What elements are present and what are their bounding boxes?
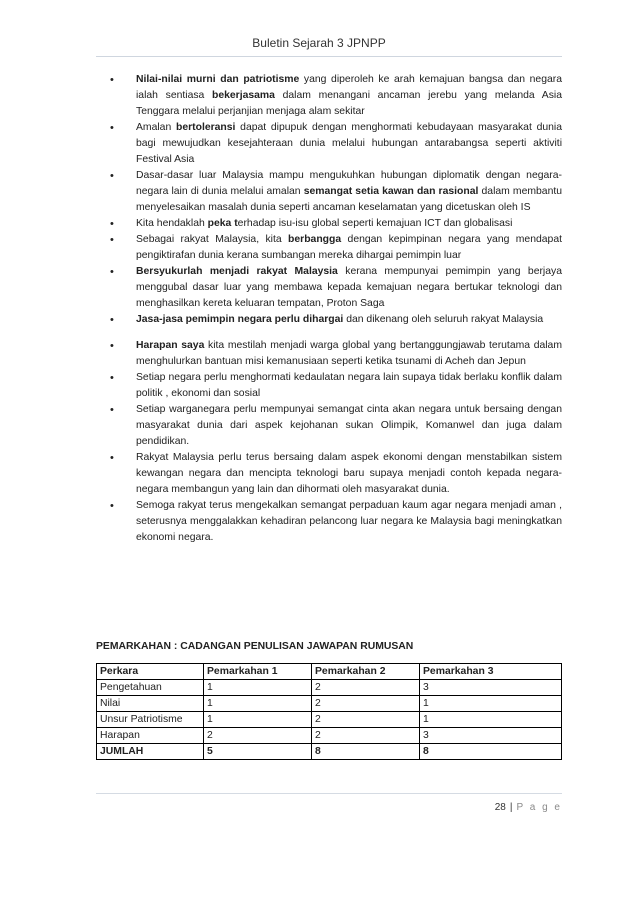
- text-segment: erhadap isu-isu global seperti kemajuan ICT dan globalisasi: [237, 218, 513, 229]
- bold-text: Jasa-jasa pemimpin negara perlu dihargai: [136, 314, 344, 325]
- text-segment: dengan kepimpinan negara yang mendapat pengiktirafan dunia kerana sumbangan mereka dihargai pemimpin luar: [136, 234, 562, 261]
- header-rule: [96, 56, 562, 57]
- bullet-item: [96, 450, 562, 498]
- bullet-item: [96, 168, 562, 216]
- text-segment: Semoga rakyat terus mengekalkan semangat perpaduan kaum agar negara menjadi aman , seterusnya menggalakkan kehadiran pelancong luar negara ke Malaysia bagi meningkatkan ekonomi negara.: [136, 500, 562, 543]
- bullet-item: [96, 370, 562, 402]
- table-row: [97, 696, 562, 712]
- bullet-item: [96, 402, 562, 450]
- total-cell: 5: [204, 744, 312, 760]
- header-cell: Pemarkahan 2: [312, 664, 420, 680]
- table-cell: 1: [204, 712, 312, 728]
- bullet-item: [96, 72, 562, 120]
- text-segment: dan dikenang oleh seluruh rakyat Malaysia: [343, 314, 544, 325]
- text-segment: Setiap negara perlu menghormati kedaulatan negara lain supaya tidak berlaku konflik dalam politik , ekonomi dan sosial: [136, 372, 562, 399]
- table-cell: 1: [420, 696, 562, 712]
- text-segment: Rakyat Malaysia perlu terus bersaing dalam aspek ekonomi dengan menstabilkan sistem kewangan negara dan mencipta teknologi baru supaya menjadi contoh kepada negara-negara membangun yang lain dan dihormati oleh masyarakat dunia.: [136, 452, 562, 495]
- total-cell: 8: [312, 744, 420, 760]
- table-cell: 3: [420, 680, 562, 696]
- page-footer: [495, 802, 562, 813]
- text-segment: dalam menangani ancaman jerebu yang melanda Asia Tenggara melalui perjanjian menjaga alam sekitar: [136, 90, 562, 117]
- table-cell: 3: [420, 728, 562, 744]
- text-segment: Sebagai rakyat Malaysia, kita: [136, 234, 289, 245]
- table-cell: Pengetahuan: [97, 680, 204, 696]
- table-cell: 2: [312, 680, 420, 696]
- header-cell: Pemarkahan 3: [420, 664, 562, 680]
- text-segment: Dasar-dasar luar Malaysia mampu mengukuhkan hubungan diplomatik dengan negara-negara lain di dunia melalui amalan: [136, 170, 562, 197]
- text-segment: dapat dipupuk dengan menghormati kebudayaan masyarakat dunia bagi mewujudkan kesejahteraan dunia melalui hubungan antarabangsa seperti aktiviti Festival Asia: [136, 122, 562, 165]
- text-segment: kerana mempunyai pemimpin yang berjaya menggubal dasar luar yang membawa kepada kemajuan negara bertukar teknologi dan menghasilkan kereta keluaran tempatan, Proton Saga: [136, 266, 562, 309]
- bold-text: bekerjasama: [211, 90, 275, 101]
- bullet-item: [96, 498, 562, 546]
- bullet-item: [96, 338, 562, 370]
- footer-separator: |: [509, 802, 513, 813]
- page-label: P a g e: [516, 802, 562, 813]
- footer-rule: [96, 793, 562, 794]
- bold-text: berbangga: [288, 234, 342, 245]
- bold-text: semangat setia kawan dan rasional: [303, 186, 479, 197]
- table-cell: 1: [420, 712, 562, 728]
- text-segment: Setiap warganegara perlu mempunyai semangat cinta akan negara untuk bersaing dengan masyarakat dunia dari aspek kejohanan sukan Olimpik, Komanwel dan juga dalam pendidikan.: [136, 404, 562, 447]
- table-cell: 1: [204, 696, 312, 712]
- text-segment: yang diperoleh ke arah kemajuan bangsa dan negara ialah sentiasa: [136, 74, 562, 101]
- bullet-list: [96, 72, 562, 546]
- bold-text: Harapan saya: [136, 340, 205, 351]
- marking-table: [96, 663, 562, 760]
- bullet-item: [96, 232, 562, 264]
- bold-text: bertoleransi: [175, 122, 236, 133]
- header-cell: Perkara: [97, 664, 204, 680]
- bullet-item: [96, 216, 562, 232]
- running-header: Buletin Sejarah 3 JPNPP: [252, 36, 386, 50]
- table-title: PEMARKAHAN : CADANGAN PENULISAN JAWAPAN RUMUSAN: [96, 641, 414, 652]
- text-segment: Kita hendaklah: [136, 218, 208, 229]
- table-row: [97, 680, 562, 696]
- table-cell: 2: [312, 728, 420, 744]
- header-cell: Pemarkahan 1: [204, 664, 312, 680]
- table-cell: Unsur Patriotisme: [97, 712, 204, 728]
- table-cell: 1: [204, 680, 312, 696]
- bold-text: Nilai-nilai murni dan patriotisme: [136, 74, 300, 85]
- bold-text: Bersyukurlah menjadi rakyat Malaysia: [136, 266, 338, 277]
- table-row: [97, 728, 562, 744]
- total-cell: 8: [420, 744, 562, 760]
- table-row: [97, 712, 562, 728]
- table-header-row: [97, 664, 562, 680]
- table-cell: Nilai: [97, 696, 204, 712]
- bullet-item: [96, 120, 562, 168]
- table-cell: 2: [312, 712, 420, 728]
- text-segment: Amalan: [136, 122, 176, 133]
- table-cell: 2: [312, 696, 420, 712]
- table-total-row: [97, 744, 562, 760]
- bullet-item: [96, 312, 562, 328]
- bold-text: peka t: [207, 218, 238, 229]
- table-cell: 2: [204, 728, 312, 744]
- total-cell: JUMLAH: [97, 744, 204, 760]
- bullet-item: [96, 264, 562, 312]
- page-number: 28: [494, 802, 506, 813]
- text-segment: kita mestilah menjadi warga global yang bertanggungjawab terutama dalam menghulurkan bantuan misi kemanusiaan seperti ketika tsunami di Acheh dan Jepun: [136, 340, 562, 367]
- table-cell: Harapan: [97, 728, 204, 744]
- text-segment: dalam membantu menyelesaikan masalah dunia seperti ancaman keselamatan yang dicetuskan oleh IS: [136, 186, 563, 213]
